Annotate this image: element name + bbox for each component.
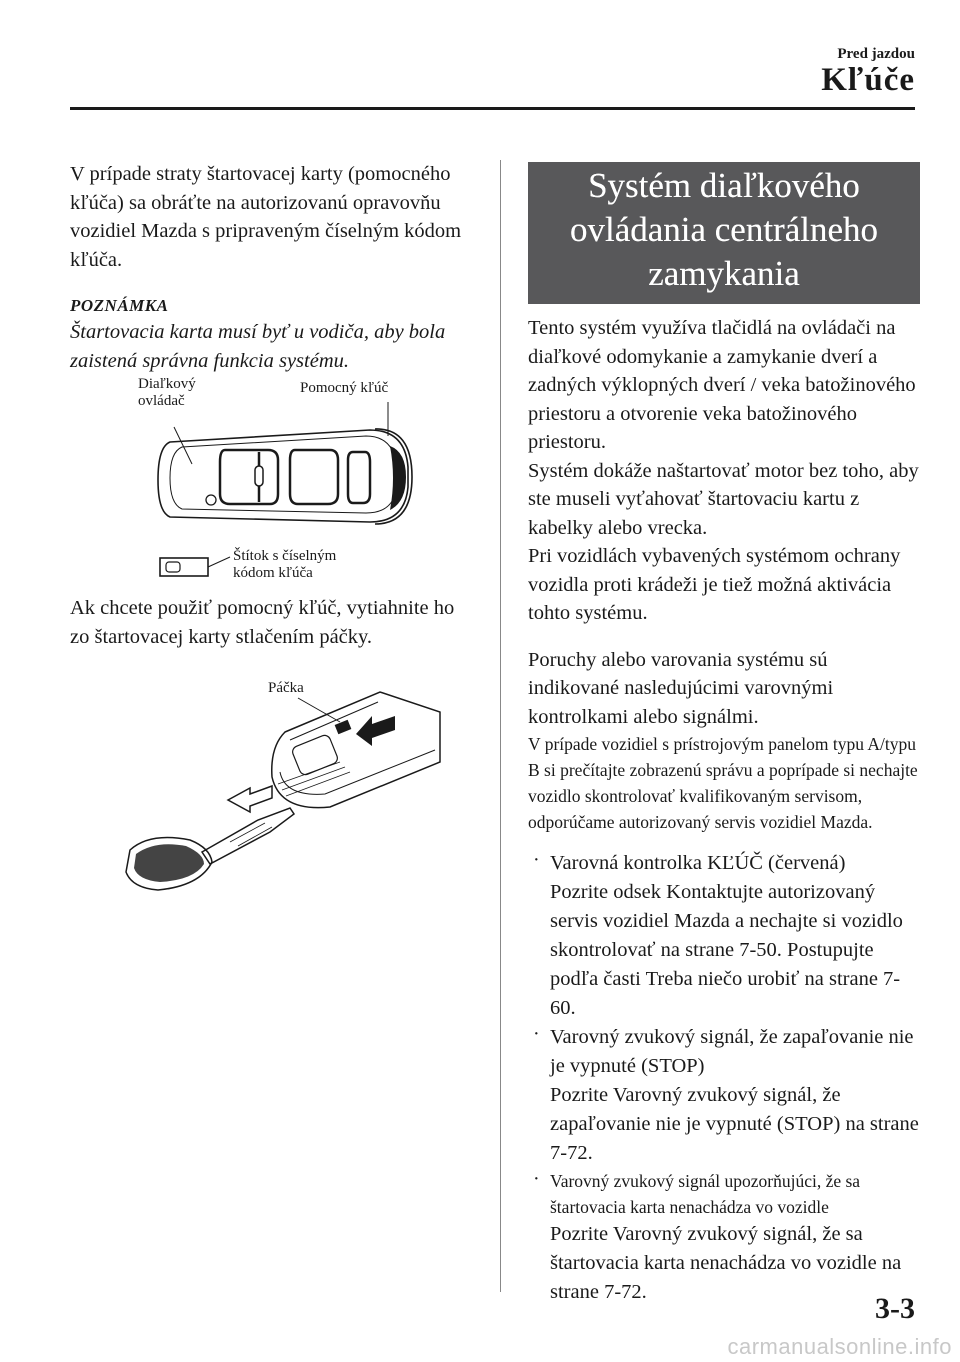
bullet-title: Varovný zvukový signál upozorňujúci, že sa štartovacia karta nenachádza vo vozidle: [550, 1171, 861, 1217]
aux-key-label: Pomocný kľúč: [300, 380, 389, 396]
watermark-url: carmanualsonline.info: [727, 1334, 952, 1359]
remote-label: Diaľkový ovládač: [138, 376, 196, 409]
right-column: [528, 162, 920, 1307]
section-heading: Systém diaľkového ovládania centrálneho zamykania: [528, 162, 920, 304]
note-text: Štartovacia karta musí byť u vodiča, aby bola zaistená správna funkcia systému.: [70, 321, 446, 372]
key-removal-illustration: [110, 672, 450, 912]
key-removal-figure: [110, 672, 450, 912]
page-title: Kľúče: [821, 62, 915, 98]
lever-label: Páčka: [268, 680, 304, 696]
bullet-title: Varovná kontrolka KĽÚČ (červená): [550, 852, 846, 874]
key-card-figure: [70, 372, 470, 587]
description-paragraph: Tento systém využíva tlačidlá na ovládači na diaľkové odomykanie a zamykanie dverí a zadných výklopných dverí / veka batožinového priestoru a otvorenie veka batožinového priestoru.: [528, 317, 916, 453]
aux-key-paragraph-wrap: [70, 594, 465, 651]
bullet-body: Pozrite odsek Kontaktujte autorizovaný servis vozidiel Mazda a nechajte si vozidlo skontrolovať na strane 7-50. Postupujte podľa časti Treba niečo urobiť na strane 7-60.: [550, 881, 903, 1019]
bullet-item: [528, 1023, 920, 1081]
panel-type-paragraph: V prípade vozidiel s prístrojovým panelom typu A/typu B si prečítajte zobrazenú správu a poprípade si nechajte vozidlo skontrolovať kvalifikovaným servisom, odporúčame autorizovaný servis vozidiel Mazda.: [528, 734, 918, 832]
page-number: 3-3: [875, 1292, 915, 1325]
intro-paragraph: V prípade straty štartovacej karty (pomocného kľúča) sa obráťte na autorizovanú opravovňu vozidiel Mazda s pripraveným číselným kódom kľúča.: [70, 163, 462, 271]
warnings-paragraph: Poruchy alebo varovania systému sú indikované nasledujúcimi varovnými kontrolkami alebo signálmi.: [528, 648, 834, 728]
bullet-title: Varovný zvukový signál, že zapaľovanie nie je vypnuté (STOP): [550, 1026, 914, 1077]
header-rule: [70, 107, 915, 110]
antitheft-paragraph: Pri vozidlách vybavených systémom ochrany vozidla proti krádeži je tiež možná aktivácia tohto systému.: [528, 545, 901, 624]
left-column: [70, 160, 465, 376]
aux-key-paragraph: Ak chcete použiť pomocný kľúč, vytiahnite ho zo štartovacej karty stlačením páčky.: [70, 597, 455, 648]
engine-start-paragraph: Systém dokáže naštartovať motor bez toho, aby ste museli vyťahovať štartovaciu kartu z kabelky alebo vrecka.: [528, 459, 919, 539]
bullet-body: Pozrite Varovný zvukový signál, že zapaľovanie nie je vypnuté (STOP) na strane 7-72.: [550, 1084, 919, 1164]
bullet-item: [528, 1168, 920, 1220]
note-label: POZNÁMKA: [70, 296, 169, 315]
section-name: Pred jazdou: [837, 46, 915, 62]
bullet-item: [528, 849, 920, 878]
column-divider: [500, 160, 501, 1292]
code-tag-label: Štítok s číselným kódom kľúča: [233, 548, 337, 581]
bullet-body: Pozrite Varovný zvukový signál, že sa štartovacia karta nenachádza vo vozidle na strane 7-72.: [550, 1223, 902, 1303]
